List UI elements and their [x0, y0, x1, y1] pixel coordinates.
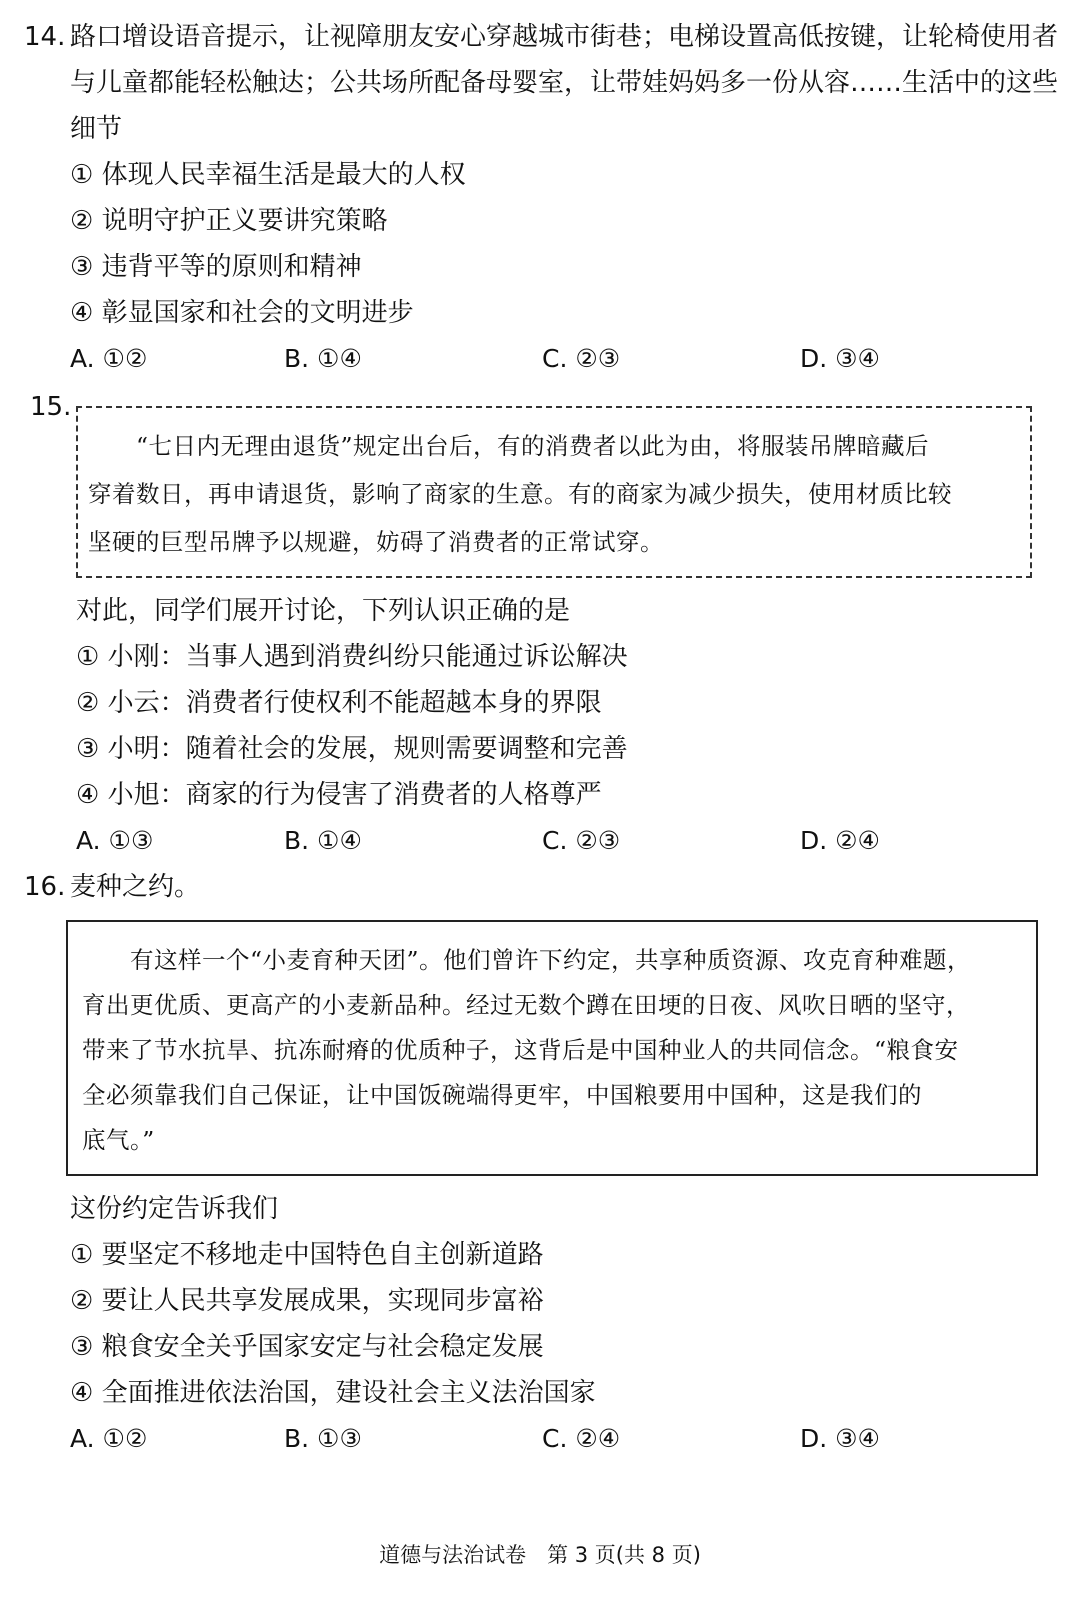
question-16-option-b: B. ①③	[284, 1424, 362, 1453]
question-16-question: 这份约定告诉我们	[70, 1194, 279, 1224]
question-14-stem-line-3: 细节	[70, 114, 123, 144]
question-15-option-b: B. ①④	[284, 826, 362, 855]
question-14-statement-4: ④ 彰显国家和社会的文明进步	[70, 298, 414, 328]
question-16-material-line-4: 全必须靠我们自己保证，让中国饭碗端得更牢，中国粮要用中国种，这是我们的	[82, 1081, 922, 1109]
question-16-material-line-5: 底气。”	[82, 1126, 155, 1154]
question-16-material-line-1: 有这样一个“小麦育种天团”。他们曾许下约定，共享种质资源、攻克育种难题，	[82, 946, 972, 974]
question-16-option-c: C. ②④	[542, 1424, 621, 1453]
question-16-statement-2: ② 要让人民共享发展成果，实现同步富裕	[70, 1286, 544, 1316]
question-15-statement-2: ② 小云：消费者行使权利不能超越本身的界限	[76, 688, 602, 718]
question-15-material-line-2: 穿着数日，再申请退货，影响了商家的生意。有的商家为减少损失，使用材质比较	[88, 480, 952, 508]
question-14-option-c: C. ②③	[542, 344, 621, 373]
question-14-option-d: D. ③④	[800, 344, 880, 373]
question-16-statement-4: ④ 全面推进依法治国，建设社会主义法治国家	[70, 1378, 596, 1408]
question-14-option-b: B. ①④	[284, 344, 362, 373]
question-15-statement-3: ③ 小明：随着社会的发展，规则需要调整和完善	[76, 734, 628, 764]
question-14-number: 14.	[24, 22, 66, 52]
question-16-material-line-3: 带来了节水抗旱、抗冻耐瘠的优质种子，这背后是中国种业人的共同信念。“粮食安	[82, 1036, 959, 1064]
question-16-material-box	[66, 920, 1038, 1176]
question-15-option-a: A. ①③	[76, 826, 154, 855]
question-16-statement-3: ③ 粮食安全关乎国家安定与社会稳定发展	[70, 1332, 544, 1362]
question-15-material-line-3: 坚硬的巨型吊牌予以规避，妨碍了消费者的正常试穿。	[88, 528, 664, 556]
question-16-statement-1: ① 要坚定不移地走中国特色自主创新道路	[70, 1240, 544, 1270]
question-15-number: 15.	[30, 392, 72, 422]
question-16-option-d: D. ③④	[800, 1424, 880, 1453]
question-16-number: 16.	[24, 872, 66, 902]
question-15-material-line-1: “七日内无理由退货”规定出台后，有的消费者以此为由，将服装吊牌暗藏后	[88, 432, 930, 460]
question-14-option-a: A. ①②	[70, 344, 148, 373]
question-15-option-d: D. ②④	[800, 826, 880, 855]
question-15-question: 对此，同学们展开讨论，下列认识正确的是	[76, 596, 571, 626]
question-14-statement-1: ① 体现人民幸福生活是最大的人权	[70, 160, 466, 190]
question-15-material-box	[76, 406, 1032, 578]
question-14-statement-2: ② 说明守护正义要讲究策略	[70, 206, 388, 236]
question-16-option-a: A. ①②	[70, 1424, 148, 1453]
question-15-statement-4: ④ 小旭：商家的行为侵害了消费者的人格尊严	[76, 780, 602, 810]
question-15-statement-1: ① 小刚：当事人遇到消费纠纷只能通过诉讼解决	[76, 642, 628, 672]
question-14-stem-line-1: 路口增设语音提示，让视障朋友安心穿越城市街巷；电梯设置高低按键，让轮椅使用者	[70, 22, 1059, 52]
question-15-option-c: C. ②③	[542, 826, 621, 855]
page-footer: 道德与法治试卷 第 3 页(共 8 页)	[379, 1543, 701, 1567]
question-14-stem-line-2: 与儿童都能轻松触达；公共场所配备母婴室，让带娃妈妈多一份从容……生活中的这些	[70, 68, 1059, 98]
question-14-statement-3: ③ 违背平等的原则和精神	[70, 252, 362, 282]
question-16-title: 麦种之约。	[70, 872, 201, 902]
question-16-material-line-2: 育出更优质、更高产的小麦新品种。经过无数个蹲在田埂的日夜、风吹日晒的坚守，	[82, 991, 970, 1019]
